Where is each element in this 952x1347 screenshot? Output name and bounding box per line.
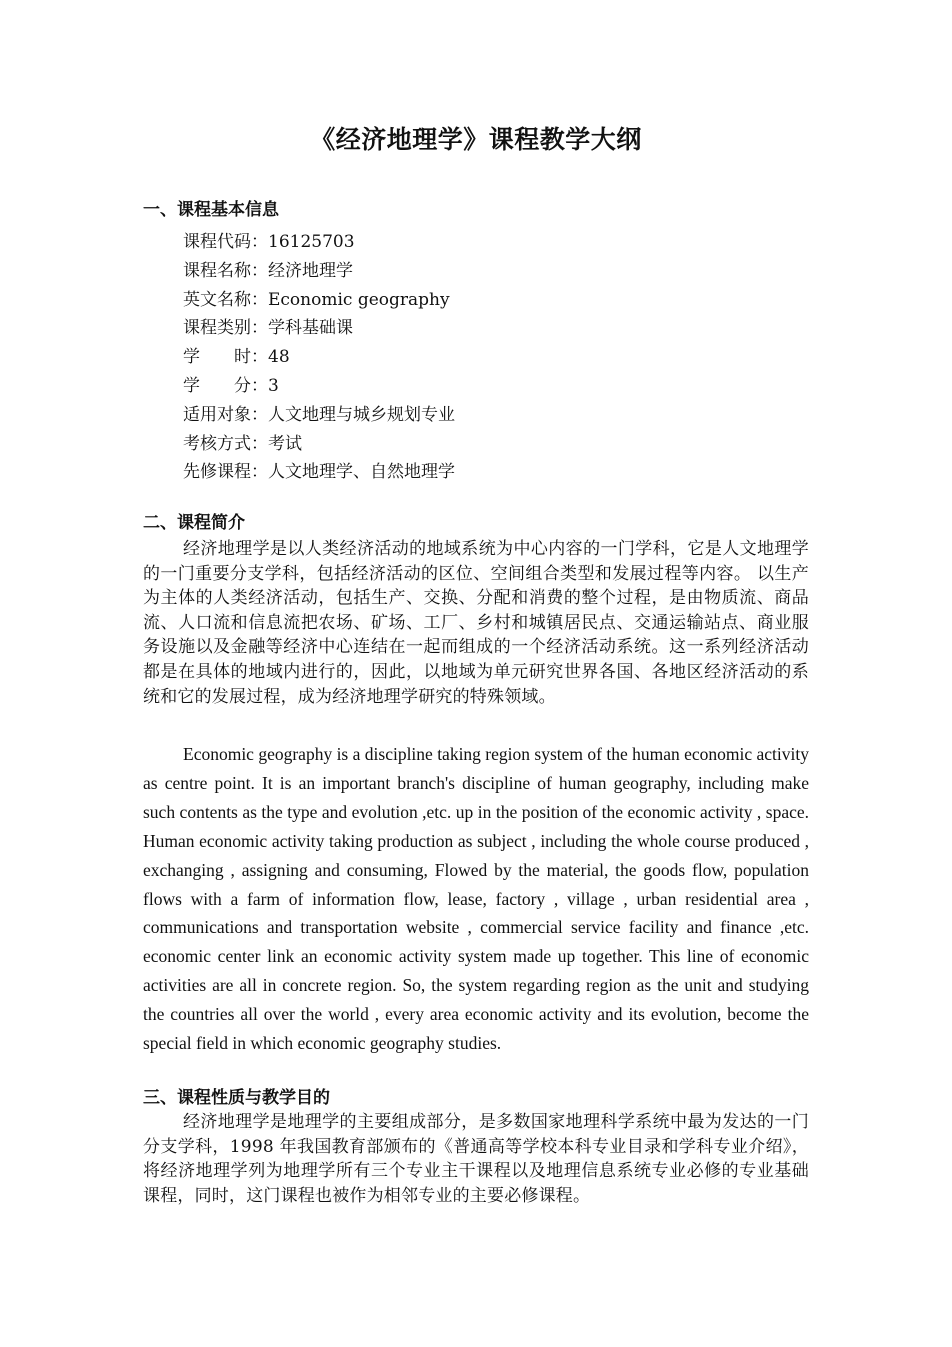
info-hours: 学 时：48 (183, 347, 290, 368)
document-title: 《经济地理学》课程教学大纲 (310, 125, 642, 154)
course-info-list (183, 228, 455, 487)
section-heading-basic-info: 一、课程基本信息 (143, 200, 279, 220)
info-course-category: 课程类别：学科基础课 (183, 318, 353, 339)
info-assessment: 考核方式：考试 (183, 433, 302, 454)
info-prerequisites: 先修课程：人文地理学、自然地理学 (183, 462, 455, 483)
info-credits: 学 分：3 (183, 375, 279, 396)
introduction-chinese-paragraph: 经济地理学是以人类经济活动的地域系统为中心内容的一门学科，它是人文地理学的一门重要分支学科，包括经济活动的区位、空间组合类型和发展过程等内容。 以生产为主体的人类经济活动，包括生产、交换、分配和消费的整个过程，是由物质流、商品流、人口流和信息流把农场、矿场、工厂、乡村和城镇居民点、交通运输站点、商业服务设施以及金融等经济中心连结在一起而组成的一个经济活动系统。这一系列经济活动都是在具体的地域内进行的，因此，以地域为单元研究世界各国、各地区经济活动的系统和它的发展过程，成为经济地理学研究的特殊领域。 (143, 539, 809, 707)
nature-purpose-paragraph: 经济地理学是地理学的主要组成部分，是多数国家地理科学系统中最为发达的一门分支学科，1998 年我国教育部颁布的《普通高等学校本科专业目录和学科专业介绍》，将经济地理学列为地理学所有三个专业主干课程以及地理信息系统专业必修的专业基础课程，同时，这门课程也被作为相邻专业的主要必修课程。 (143, 1112, 809, 1206)
introduction-english-paragraph: Economic geography is a discipline taking region system of the human economic activity as centre point. It is an important branch's discipline of human geography, including make such contents as the type and evolution ,etc. up in the position of the economic activity , space. Human economic activity taking production as subject , including the whole course produced , exchanging , assigning and consuming, Flowed by the material, the goods flow, population flows with a farm of information flow, lease, factory , village , urban residential area , communications and transportation website , commercial service facility and finance ,etc. economic center link an economic activity system made up together. This line of economic activities are all in concrete region. So, the system regarding region as the unit and studying the countries all over the world , every area economic activity and its evolution, become the special field in which economic geography studies. (143, 744, 809, 1054)
info-course-name: 课程名称：经济地理学 (183, 260, 353, 281)
info-target-students: 适用对象：人文地理与城乡规划专业 (183, 404, 455, 425)
info-course-code: 课程代码：16125703 (183, 232, 355, 252)
info-english-name: 英文名称：Economic geography (183, 289, 450, 310)
section-heading-nature-purpose: 三、课程性质与教学目的 (143, 1088, 330, 1108)
section-heading-introduction: 二、课程简介 (143, 513, 245, 533)
